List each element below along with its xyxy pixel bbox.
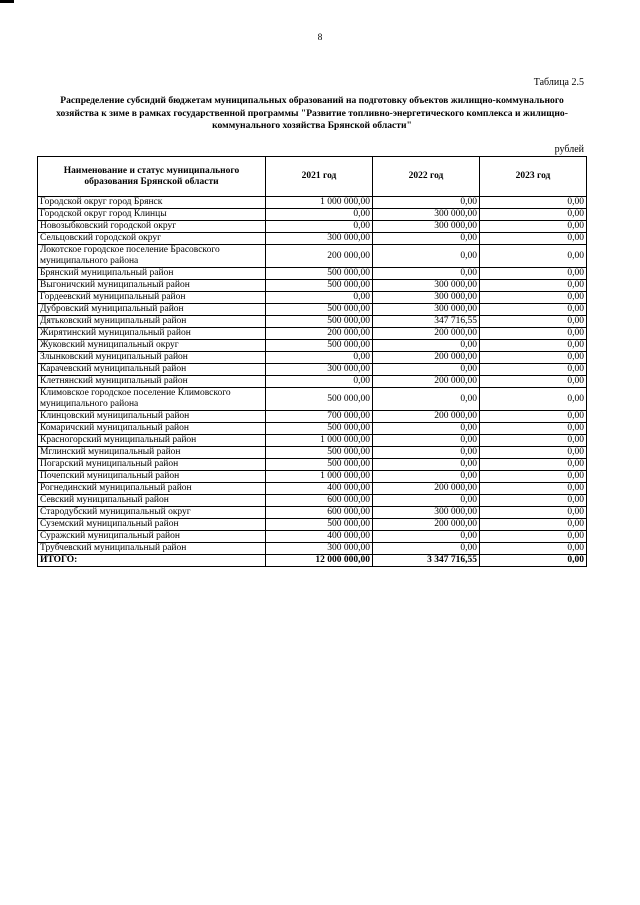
row-name: Городской округ город Клинцы (38, 209, 266, 221)
table-row (38, 543, 587, 555)
row-2023: 0,00 (480, 316, 587, 328)
row-2023: 0,00 (480, 280, 587, 292)
row-2021: 500 000,00 (266, 447, 373, 459)
scan-corner-mark (0, 0, 14, 3)
row-2023: 0,00 (480, 495, 587, 507)
row-2021: 500 000,00 (266, 304, 373, 316)
row-2023: 0,00 (480, 543, 587, 555)
total-2022: 3 347 716,55 (373, 555, 480, 567)
table-row (38, 197, 587, 209)
row-2023: 0,00 (480, 221, 587, 233)
table-row (38, 233, 587, 245)
header-2021: 2021 год (266, 157, 373, 197)
subsidies-table (37, 156, 587, 567)
table-row (38, 340, 587, 352)
row-2021: 1 000 000,00 (266, 471, 373, 483)
table-row (38, 495, 587, 507)
row-2022: 300 000,00 (373, 280, 480, 292)
row-2022: 0,00 (373, 543, 480, 555)
row-2021: 500 000,00 (266, 519, 373, 531)
table-row (38, 507, 587, 519)
row-2022: 0,00 (373, 233, 480, 245)
row-2022: 347 716,55 (373, 316, 480, 328)
row-2021: 400 000,00 (266, 483, 373, 495)
row-2022: 0,00 (373, 245, 480, 268)
table-row (38, 411, 587, 423)
page-number: 8 (317, 33, 323, 43)
table-row (38, 435, 587, 447)
row-name: Севский муниципальный район (38, 495, 266, 507)
row-2022: 200 000,00 (373, 411, 480, 423)
row-2022: 0,00 (373, 531, 480, 543)
row-2022: 300 000,00 (373, 292, 480, 304)
table-row (38, 352, 587, 364)
row-name: Жирятинский муниципальный район (38, 328, 266, 340)
row-2021: 200 000,00 (266, 328, 373, 340)
row-2021: 500 000,00 (266, 459, 373, 471)
row-2021: 400 000,00 (266, 531, 373, 543)
row-name: Трубчевский муниципальный район (38, 543, 266, 555)
table-row (38, 519, 587, 531)
row-2021: 700 000,00 (266, 411, 373, 423)
row-name: Выгоничский муниципальный район (38, 280, 266, 292)
header-2022: 2022 год (373, 157, 480, 197)
row-2022: 0,00 (373, 423, 480, 435)
row-name: Климовское городское поселение Климовского муниципального района (38, 388, 266, 411)
row-2023: 0,00 (480, 423, 587, 435)
table-body (38, 197, 587, 555)
row-2021: 0,00 (266, 221, 373, 233)
row-2022: 0,00 (373, 388, 480, 411)
row-name: Дубровский муниципальный район (38, 304, 266, 316)
document-title: Распределение субсидий бюджетам муниципальных образований на подготовку объектов жилищно-коммунального хозяйства к зиме в рамках государственной программы "Развитие топливно-энергетического комплекса и жилищно-коммунального хозяйства Брянской области" (56, 95, 568, 132)
row-2022: 0,00 (373, 364, 480, 376)
row-2021: 500 000,00 (266, 280, 373, 292)
row-2021: 600 000,00 (266, 507, 373, 519)
row-2022: 0,00 (373, 459, 480, 471)
row-name: Дятьковский муниципальный район (38, 316, 266, 328)
row-2023: 0,00 (480, 209, 587, 221)
row-2021: 500 000,00 (266, 268, 373, 280)
row-2021: 0,00 (266, 376, 373, 388)
table-row (38, 447, 587, 459)
row-2021: 200 000,00 (266, 245, 373, 268)
row-2023: 0,00 (480, 376, 587, 388)
table-row (38, 388, 587, 411)
row-2022: 0,00 (373, 340, 480, 352)
row-name: Жуковский муниципальный округ (38, 340, 266, 352)
table-row (38, 471, 587, 483)
table-row (38, 423, 587, 435)
table-row (38, 328, 587, 340)
row-name: Клетнянский муниципальный район (38, 376, 266, 388)
row-name: Рогнединский муниципальный район (38, 483, 266, 495)
table-row (38, 483, 587, 495)
row-2022: 200 000,00 (373, 483, 480, 495)
row-2023: 0,00 (480, 411, 587, 423)
row-2023: 0,00 (480, 531, 587, 543)
row-2023: 0,00 (480, 197, 587, 209)
row-2023: 0,00 (480, 268, 587, 280)
row-name: Красногорский муниципальный район (38, 435, 266, 447)
row-name: Новозыбковский городской округ (38, 221, 266, 233)
row-name: Гордеевский муниципальный район (38, 292, 266, 304)
table-row (38, 459, 587, 471)
row-2023: 0,00 (480, 447, 587, 459)
row-2021: 0,00 (266, 209, 373, 221)
table-row (38, 316, 587, 328)
header-name: Наименование и статус муниципального образования Брянской области (38, 157, 266, 197)
row-2023: 0,00 (480, 328, 587, 340)
row-2023: 0,00 (480, 507, 587, 519)
row-name: Локотское городское поселение Брасовского муниципального района (38, 245, 266, 268)
row-2023: 0,00 (480, 304, 587, 316)
table-row (38, 364, 587, 376)
row-2021: 500 000,00 (266, 316, 373, 328)
row-2021: 500 000,00 (266, 340, 373, 352)
row-2022: 0,00 (373, 268, 480, 280)
total-2023: 0,00 (480, 555, 587, 567)
row-name: Карачевский муниципальный район (38, 364, 266, 376)
row-2023: 0,00 (480, 340, 587, 352)
row-2022: 200 000,00 (373, 519, 480, 531)
table-row (38, 292, 587, 304)
table-header-row (38, 157, 587, 197)
row-2021: 0,00 (266, 352, 373, 364)
row-2023: 0,00 (480, 292, 587, 304)
row-name: Погарский муниципальный район (38, 459, 266, 471)
row-2023: 0,00 (480, 435, 587, 447)
row-2023: 0,00 (480, 388, 587, 411)
row-2023: 0,00 (480, 483, 587, 495)
row-name: Мглинский муниципальный район (38, 447, 266, 459)
row-name: Сельцовский городской округ (38, 233, 266, 245)
total-2021: 12 000 000,00 (266, 555, 373, 567)
row-2022: 0,00 (373, 495, 480, 507)
row-2023: 0,00 (480, 519, 587, 531)
row-2022: 300 000,00 (373, 304, 480, 316)
total-label: ИТОГО: (38, 555, 266, 567)
row-2023: 0,00 (480, 245, 587, 268)
table-row (38, 221, 587, 233)
total-row (38, 555, 587, 567)
row-2022: 300 000,00 (373, 221, 480, 233)
row-name: Суземский муниципальный район (38, 519, 266, 531)
row-2023: 0,00 (480, 352, 587, 364)
row-2022: 0,00 (373, 471, 480, 483)
row-2023: 0,00 (480, 233, 587, 245)
row-2022: 0,00 (373, 197, 480, 209)
row-2021: 500 000,00 (266, 388, 373, 411)
table-row (38, 268, 587, 280)
row-name: Городской округ город Брянск (38, 197, 266, 209)
row-2021: 1 000 000,00 (266, 197, 373, 209)
row-2021: 600 000,00 (266, 495, 373, 507)
row-name: Брянский муниципальный район (38, 268, 266, 280)
row-2021: 0,00 (266, 292, 373, 304)
table-row (38, 280, 587, 292)
table-label: Таблица 2.5 (533, 77, 584, 88)
row-2022: 300 000,00 (373, 209, 480, 221)
row-2021: 300 000,00 (266, 543, 373, 555)
row-2023: 0,00 (480, 364, 587, 376)
row-2022: 200 000,00 (373, 328, 480, 340)
row-name: Почепский муниципальный район (38, 471, 266, 483)
row-2023: 0,00 (480, 459, 587, 471)
row-2021: 500 000,00 (266, 423, 373, 435)
row-2022: 200 000,00 (373, 376, 480, 388)
row-2022: 0,00 (373, 447, 480, 459)
row-2023: 0,00 (480, 471, 587, 483)
row-2022: 0,00 (373, 435, 480, 447)
row-name: Комаричский муниципальный район (38, 423, 266, 435)
table-row (38, 304, 587, 316)
row-name: Стародубский муниципальный округ (38, 507, 266, 519)
row-2022: 300 000,00 (373, 507, 480, 519)
table-row (38, 245, 587, 268)
row-name: Клинцовский муниципальный район (38, 411, 266, 423)
table-row (38, 376, 587, 388)
row-2021: 300 000,00 (266, 364, 373, 376)
table-row (38, 531, 587, 543)
row-2021: 300 000,00 (266, 233, 373, 245)
row-2022: 200 000,00 (373, 352, 480, 364)
row-name: Суражский муниципальный район (38, 531, 266, 543)
table-row (38, 209, 587, 221)
row-name: Злынковский муниципальный район (38, 352, 266, 364)
unit-label: рублей (554, 144, 584, 155)
row-2021: 1 000 000,00 (266, 435, 373, 447)
header-2023: 2023 год (480, 157, 587, 197)
